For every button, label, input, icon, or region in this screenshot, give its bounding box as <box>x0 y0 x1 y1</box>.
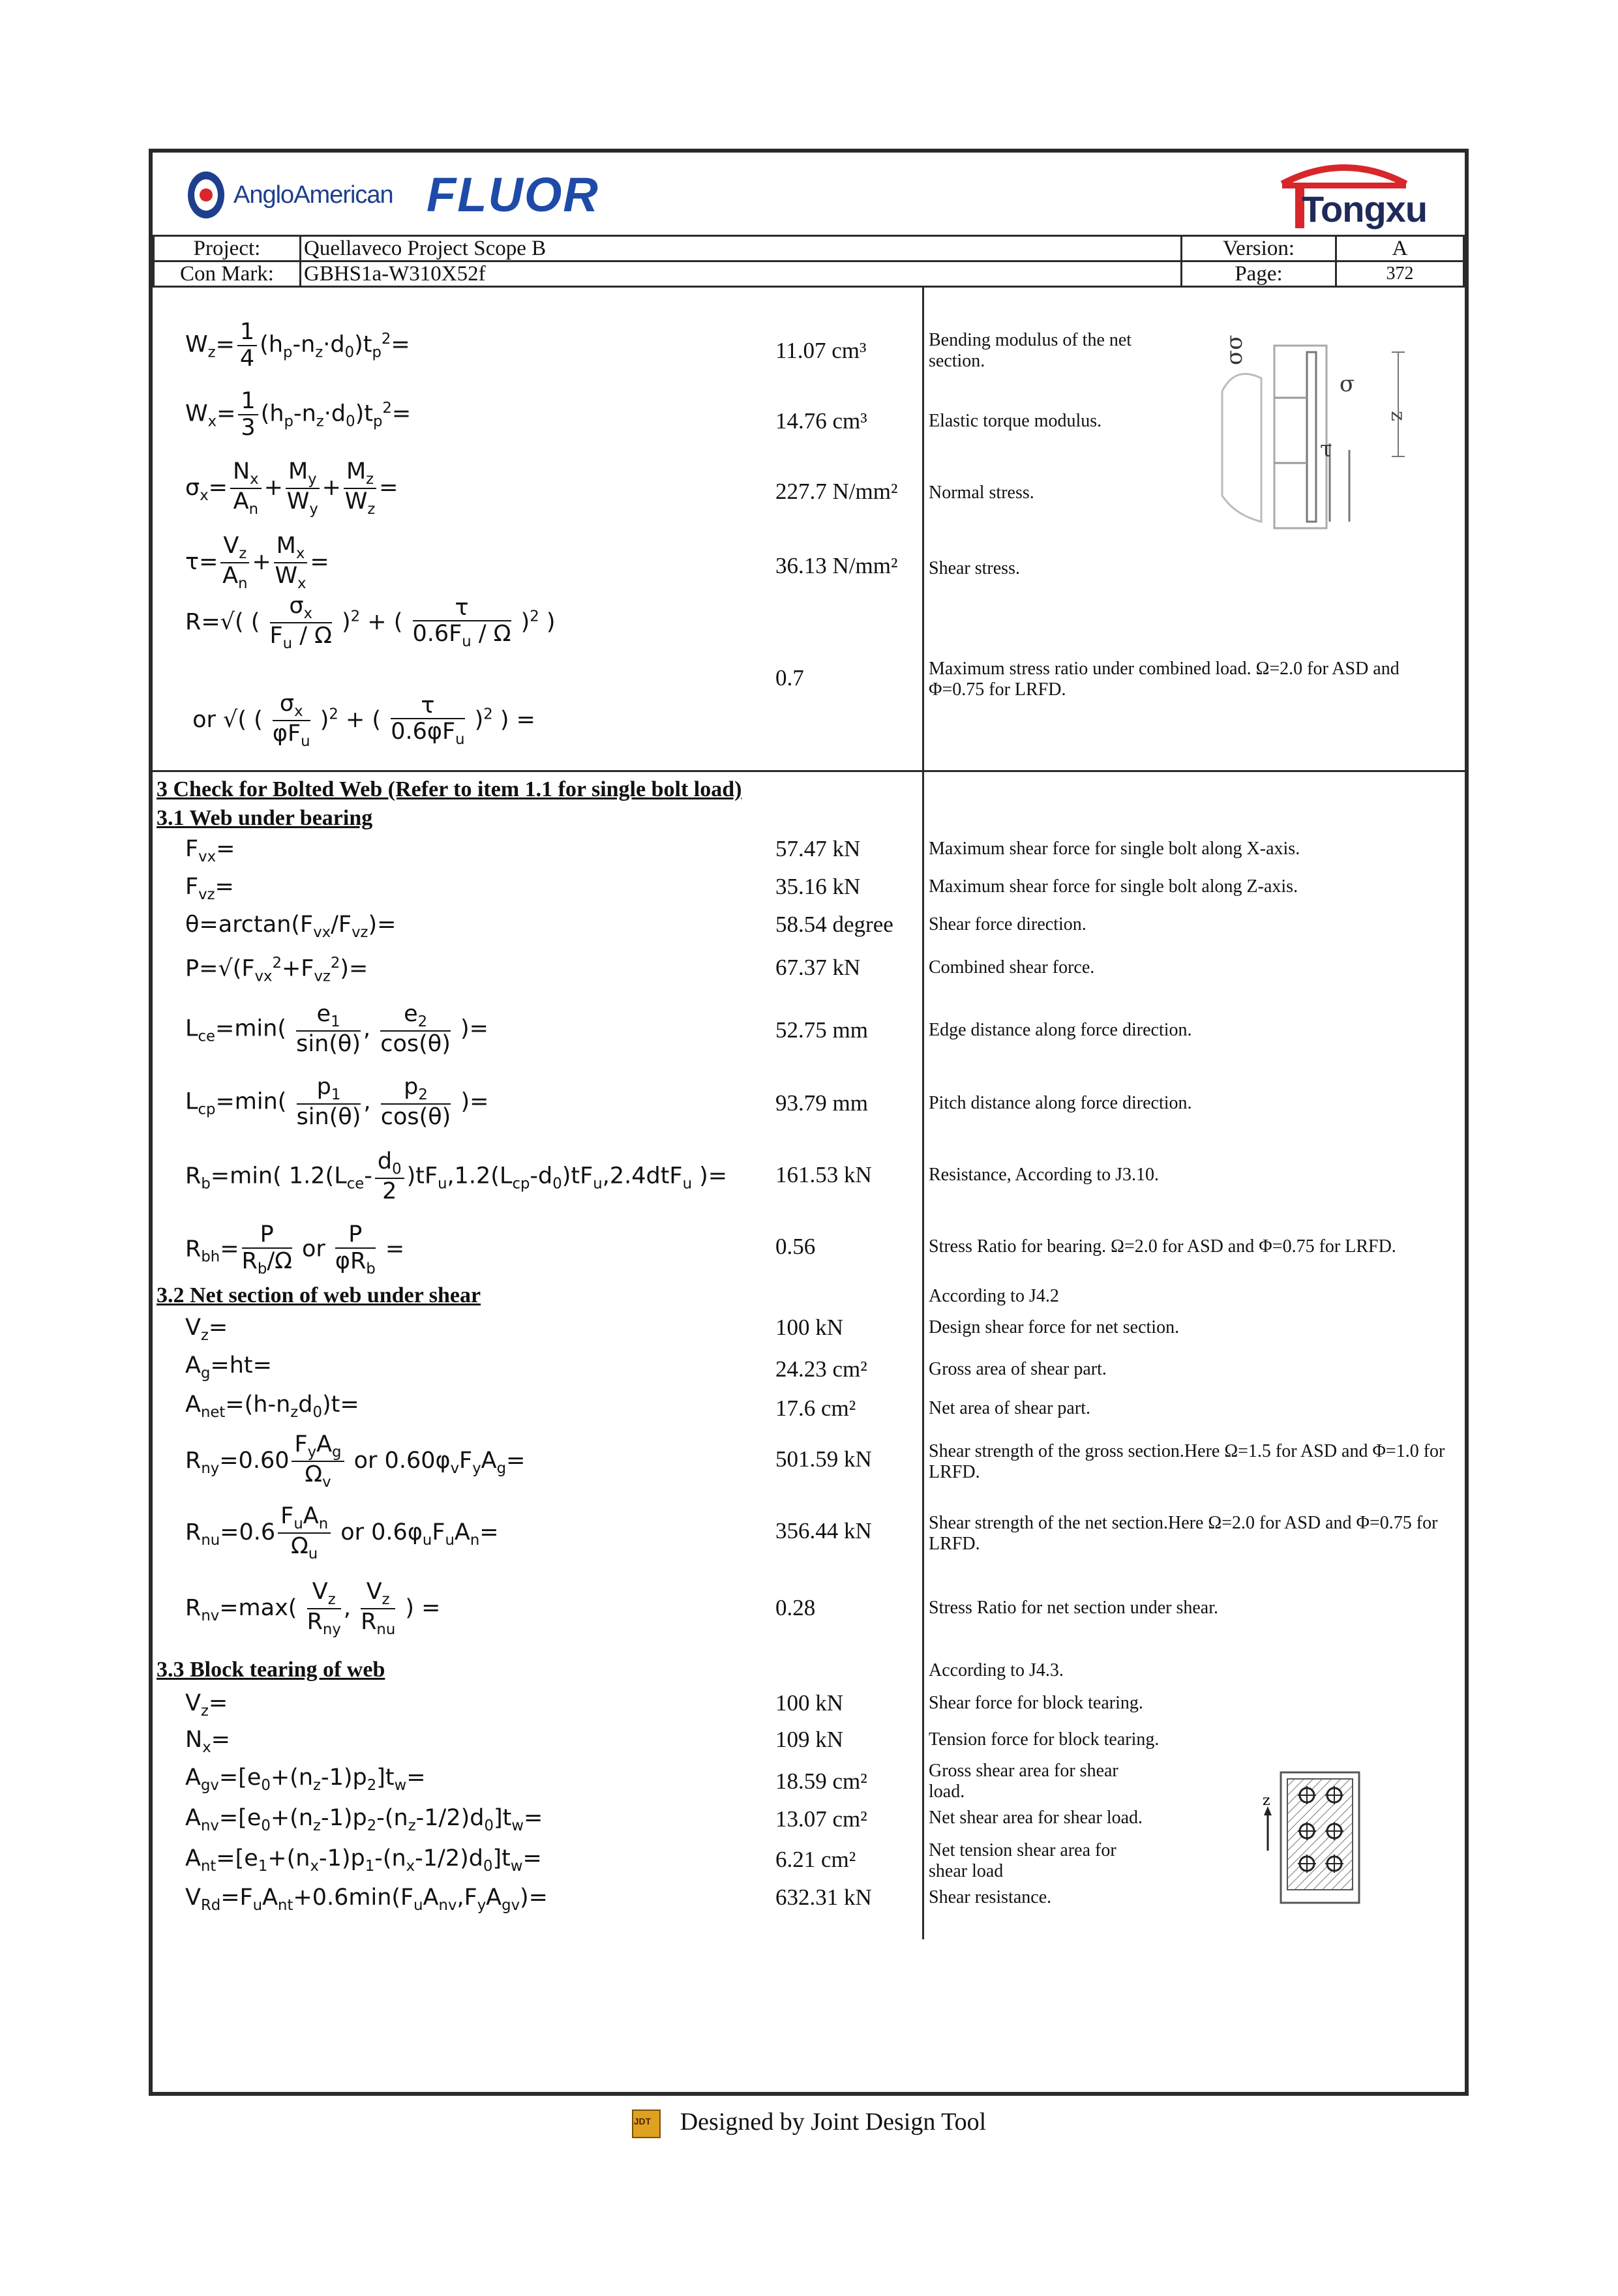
rb-desc: Resistance, According to J3.10. <box>929 1165 1160 1185</box>
tau-value: 36.13 N/mm² <box>775 553 898 578</box>
wz-desc: Bending modulus of the net section. <box>929 330 1132 371</box>
svg-text:z: z <box>1263 1793 1270 1809</box>
anv-formula: $A_{nv}=[e_0+(n_z-1)p_2-(n_z-1/2)d_0]t_w=$ <box>185 1805 543 1834</box>
fvz-desc: Maximum shear force for single bolt along Z-axis. <box>929 876 1298 897</box>
rbh-desc: Stress Ratio for bearing. Ω=2.0 for ASD and Φ=0.75 for LRFD. <box>929 1236 1396 1257</box>
section-3-title: 3 Check for Bolted Web (Refer to item 1.1 for single bolt load) <box>157 777 742 801</box>
anv-desc: Net shear area for shear load. <box>929 1808 1143 1828</box>
sigma-x-value: 227.7 N/mm² <box>775 479 898 504</box>
page-value: 372 <box>1336 261 1464 287</box>
nx-formula: $N_x=$ <box>185 1727 230 1756</box>
fvx-formula: $F_{vx}=$ <box>185 836 235 865</box>
rb-value: 161.53 kN <box>775 1162 872 1187</box>
section-3-2-ref: According to J4.2 <box>929 1286 1059 1306</box>
project-header-table <box>153 235 1465 288</box>
fvz-formula: $F_{vz}=$ <box>185 874 234 903</box>
theta-formula: $\theta=\arctan(F_{vx}/F_{vz})=$ <box>185 912 397 941</box>
anet-value: 17.6 cm² <box>775 1395 856 1421</box>
svg-text:z: z <box>1386 411 1409 421</box>
tau-formula: τ= $\frac{V_z}{A_n}$ + $\frac{M_x}{W_x}$ = <box>185 533 329 593</box>
anglo-logo-text: AngloAmerican <box>233 181 393 209</box>
lce-formula: $L_{ce}=\min$( $\frac{e_1}{\sin(\theta)}$ , $\frac{e_2}{\cos(\theta)}$ )= <box>185 1001 488 1058</box>
rnv-desc: Stress Ratio for net section under shear. <box>929 1598 1219 1618</box>
vz-formula: $V_z=$ <box>185 1315 228 1344</box>
anv-value: 13.07 cm² <box>775 1806 867 1832</box>
column-divider <box>922 772 924 1939</box>
vz-desc: Design shear force for net section. <box>929 1317 1180 1337</box>
rny-value: 501.59 kN <box>775 1446 872 1472</box>
fvz-value: 35.16 kN <box>775 874 861 899</box>
rny-desc: Shear strength of the gross section.Here Ω=1.5 for ASD and Φ=1.0 for LRFD. <box>929 1441 1445 1482</box>
section-3-2-title: 3.2 Net section of web under shear <box>157 1283 481 1307</box>
svg-text:τ: τ <box>1320 436 1332 462</box>
section-3-3-title: 3.3 Block tearing of web <box>157 1658 385 1682</box>
tongxu-logo <box>1276 157 1428 232</box>
lcp-desc: Pitch distance along force direction. <box>929 1093 1192 1113</box>
sigma-x-formula: $\sigma_x=$ $\frac{N_x}{A_n}$ + $\frac{M_y}{W_y}$ + $\frac{M_z}{W_z}$ = <box>185 458 398 518</box>
nx-value: 109 kN <box>775 1727 844 1752</box>
footer-text: Designed by Joint Design Tool <box>680 2108 987 2136</box>
svg-text:σσ: σσ <box>1221 335 1248 365</box>
p-desc: Combined shear force. <box>929 957 1095 977</box>
r-value: 0.7 <box>775 665 804 691</box>
rnu-desc: Shear strength of the net section.Here Ω=2.0 for ASD and Φ=0.75 for LRFD. <box>929 1513 1438 1554</box>
fvx-value: 57.47 kN <box>775 836 861 861</box>
r-desc: Maximum stress ratio under combined load. Ω=2.0 for ASD and Φ=0.75 for LRFD. <box>929 659 1400 700</box>
vz-value: 100 kN <box>775 1315 844 1340</box>
wz-formula: $W_z=$ $\frac{1}{4}$ $(h_p-n_z\cdot d_0)t_p^2=$ <box>185 319 410 372</box>
ag-desc: Gross area of shear part. <box>929 1359 1107 1379</box>
ant-formula: $A_{nt}=[e_1+(n_x-1)p_1-(n_x-1/2)d_0]t_w=$ <box>185 1845 542 1875</box>
vrd-desc: Shear resistance. <box>929 1887 1052 1907</box>
project-label: Project: <box>154 236 301 261</box>
p-value: 67.37 kN <box>775 955 861 980</box>
calculation-sheet <box>149 149 1469 2096</box>
r-formula-asd: R=√( ( $\frac{\sigma_x}{F_u / \Omega}$ )$^2$ + ( $\frac{\tau}{0.6F_u / \Omega}$ )$^2$ ) <box>185 593 556 653</box>
vz2-value: 100 kN <box>775 1690 844 1716</box>
conmark-value: GBHS1a-W310X52f <box>301 261 1182 287</box>
rnu-formula: $R_{nu}=0.6$ $\frac{F_uA_n}{\Omega_u}$ or $0.6\varphi_uF_uA_n=$ <box>185 1503 499 1563</box>
fvx-desc: Maximum shear force for single bolt along X-axis. <box>929 839 1300 859</box>
lcp-value: 93.79 mm <box>775 1090 868 1116</box>
rnv-formula: $R_{nv}=\max$( $\frac{V_z}{R_{ny}}$ , $\frac{V_z}{R_{nu}}$ ) = <box>185 1579 441 1639</box>
vrd-formula: $V_{Rd}=F_uA_{nt}+0.6\min(F_uA_{nv},F_yA_{gv})=$ <box>185 1885 548 1914</box>
r-formula-lrfd: or √( ( $\frac{\sigma_x}{\varphi F_u}$ )$^2$ + ( $\frac{\tau}{0.6\varphi F_u}$ )$^2$ ) = <box>185 691 536 751</box>
theta-value: 58.54 degree <box>775 912 893 937</box>
section-3-1-title: 3.1 Web under bearing <box>157 806 373 830</box>
version-label: Version: <box>1182 236 1336 261</box>
conmark-label: Con Mark: <box>154 261 301 287</box>
agv-formula: $A_{gv}=[e_0+(n_z-1)p_2]t_w=$ <box>185 1765 426 1794</box>
ant-value: 6.21 cm² <box>775 1847 856 1872</box>
anglo-emblem-icon <box>185 169 227 221</box>
logo-band <box>153 153 1465 235</box>
agv-value: 18.59 cm² <box>775 1768 867 1794</box>
block-tearing-diagram <box>1261 1766 1379 1909</box>
tau-desc: Shear stress. <box>929 558 1020 578</box>
lce-value: 52.75 mm <box>775 1017 868 1043</box>
calculation-body <box>153 287 1465 2092</box>
lce-desc: Edge distance along force direction. <box>929 1020 1192 1040</box>
anet-desc: Net area of shear part. <box>929 1398 1090 1418</box>
column-divider <box>922 287 924 770</box>
rnu-value: 356.44 kN <box>775 1518 872 1543</box>
wz-value: 11.07 cm³ <box>775 338 867 363</box>
page-label: Page: <box>1182 261 1336 287</box>
tongxu-logo-text: Tongxu <box>1302 188 1428 230</box>
p-formula: $P=√(F_{vx}^2+F_{vz}^2)=$ <box>185 955 368 985</box>
sigma-x-desc: Normal stress. <box>929 483 1034 503</box>
fluor-logo: FLUOR <box>427 168 599 222</box>
version-value: A <box>1336 236 1464 261</box>
ag-value: 24.23 cm² <box>775 1356 867 1382</box>
ant-desc: Net tension shear area for shear load <box>929 1840 1116 1881</box>
vrd-value: 632.31 kN <box>775 1885 872 1910</box>
footer <box>0 2108 1618 2138</box>
vz2-desc: Shear force for block tearing. <box>929 1693 1143 1713</box>
rbh-formula: $R_{bh}=$ $\frac{P}{R_b/\Omega}$ or $\frac{P}{\varphi R_b}$ = <box>185 1221 405 1277</box>
anet-formula: $A_{net}=(h-n_zd_0)t=$ <box>185 1392 359 1421</box>
joint-design-tool-icon <box>632 2110 661 2138</box>
wx-value: 14.76 cm³ <box>775 408 867 434</box>
theta-desc: Shear force direction. <box>929 914 1086 934</box>
web-stress-diagram <box>1209 326 1463 535</box>
rnv-value: 0.28 <box>775 1595 816 1620</box>
lcp-formula: $L_{cp}=\min$( $\frac{p_1}{\sin(\theta)}$ , $\frac{p_2}{\cos(\theta)}$ )= <box>185 1074 489 1131</box>
rb-formula: $R_b=\min$( $1.2(L_{ce}-$ $\frac{d_0}{2}$ )$tF_u,1.2(L_{cp}-d_0)tF_u,2.4dtF_u$ )= <box>185 1148 728 1205</box>
ag-formula: $A_g=ht=$ <box>185 1352 272 1382</box>
section-divider <box>153 770 1465 772</box>
wx-desc: Elastic torque modulus. <box>929 411 1102 431</box>
project-value: Quellaveco Project Scope B <box>301 236 1182 261</box>
agv-desc: Gross shear area for shear load. <box>929 1761 1118 1802</box>
rny-formula: $R_{ny}=0.60$ $\frac{F_yA_g}{\Omega_v}$ or $0.60\varphi_vF_yA_g=$ <box>185 1431 526 1491</box>
nx-desc: Tension force for block tearing. <box>929 1729 1160 1750</box>
anglo-american-logo <box>185 166 393 224</box>
wx-formula: $W_x=$ $\frac{1}{3}$ $(h_p-n_z\cdot d_0)t_p^2=$ <box>185 388 412 441</box>
section-3-3-ref: According to J4.3. <box>929 1660 1064 1680</box>
vz2-formula: $V_z=$ <box>185 1690 228 1720</box>
rbh-value: 0.56 <box>775 1234 816 1259</box>
svg-text:σ: σ <box>1340 371 1355 397</box>
